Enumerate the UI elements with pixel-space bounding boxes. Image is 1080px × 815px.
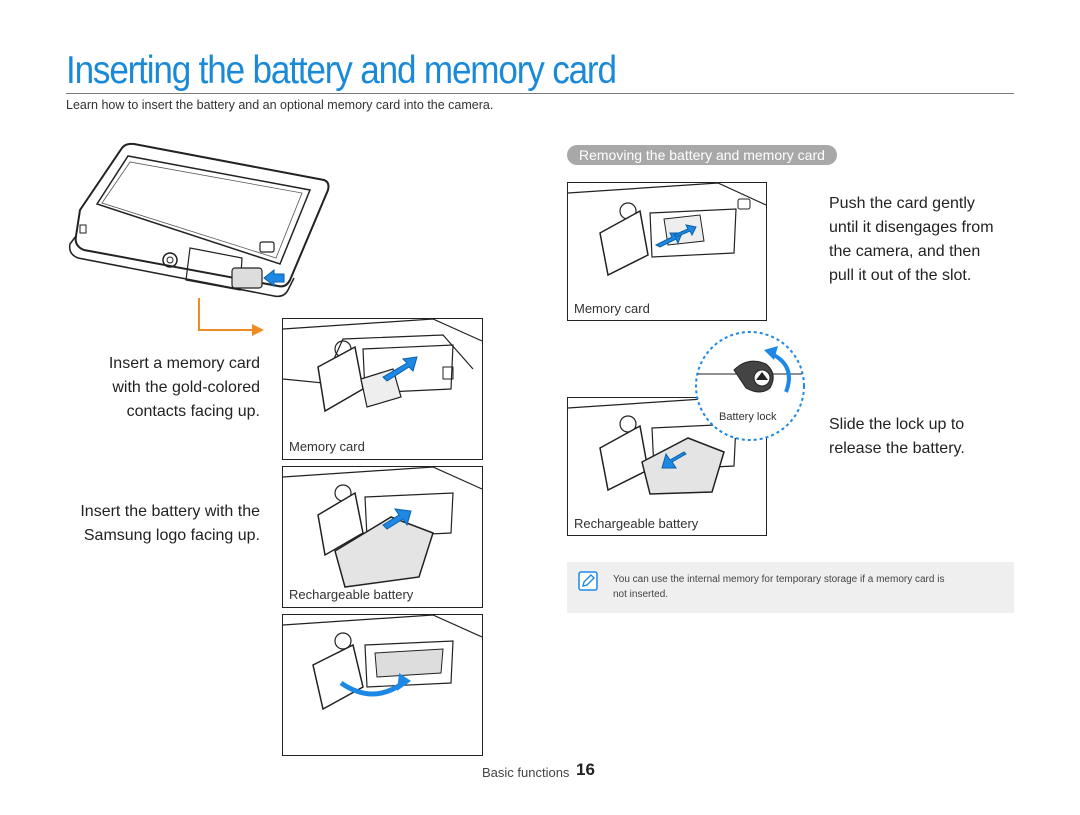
box-label: Rechargeable battery <box>574 516 699 531</box>
note-line: You can use the internal memory for temporary storage if a memory card is <box>613 574 945 585</box>
push-card-caption <box>829 192 1019 288</box>
memory-card-remove-figure <box>567 182 767 321</box>
close-cover-figure <box>282 614 483 756</box>
caption-line: Insert a memory card <box>108 355 260 372</box>
box-label: Memory card <box>574 301 650 316</box>
memory-card-remove-illustration <box>568 183 766 300</box>
orange-arrow-icon <box>190 296 270 336</box>
caption-line: Samsung logo facing up. <box>83 527 260 544</box>
section-title-pill: Removing the battery and memory card <box>567 145 837 165</box>
footer-section-label: Basic functions <box>482 765 570 780</box>
memory-card-insert-illustration <box>283 319 482 439</box>
battery-insert-figure <box>282 466 483 608</box>
note-line: not inserted. <box>613 589 669 600</box>
caption-line: release the battery. <box>829 440 965 457</box>
note-text <box>613 572 1003 602</box>
box-label: Memory card <box>289 439 365 454</box>
note-pencil-icon <box>578 571 598 591</box>
caption-line: pull it out of the slot. <box>829 267 972 284</box>
close-cover-illustration <box>283 615 482 755</box>
box-label: Rechargeable battery <box>289 587 414 602</box>
caption-line: with the gold-colored <box>112 379 260 396</box>
slide-lock-caption <box>829 413 1019 461</box>
insert-card-caption <box>60 352 260 424</box>
memory-card-insert-figure <box>282 318 483 460</box>
page-title: Inserting the battery and memory card <box>66 49 616 92</box>
caption-line: until it disengages from <box>829 219 994 236</box>
battery-lock-zoom <box>690 330 810 445</box>
insert-battery-caption <box>40 500 260 548</box>
page-number: 16 <box>576 760 595 779</box>
caption-line: Insert the battery with the <box>80 503 260 520</box>
battery-lock-label: Battery lock <box>719 411 777 423</box>
camera-illustration <box>62 140 342 310</box>
intro-text: Learn how to insert the battery and an optional memory card into the camera. <box>66 98 494 112</box>
caption-line: contacts facing up. <box>126 403 260 420</box>
battery-insert-illustration <box>283 467 482 587</box>
caption-line: Push the card gently <box>829 195 975 212</box>
title-divider <box>66 93 1014 94</box>
caption-line: the camera, and then <box>829 243 981 260</box>
caption-line: Slide the lock up to <box>829 416 965 433</box>
